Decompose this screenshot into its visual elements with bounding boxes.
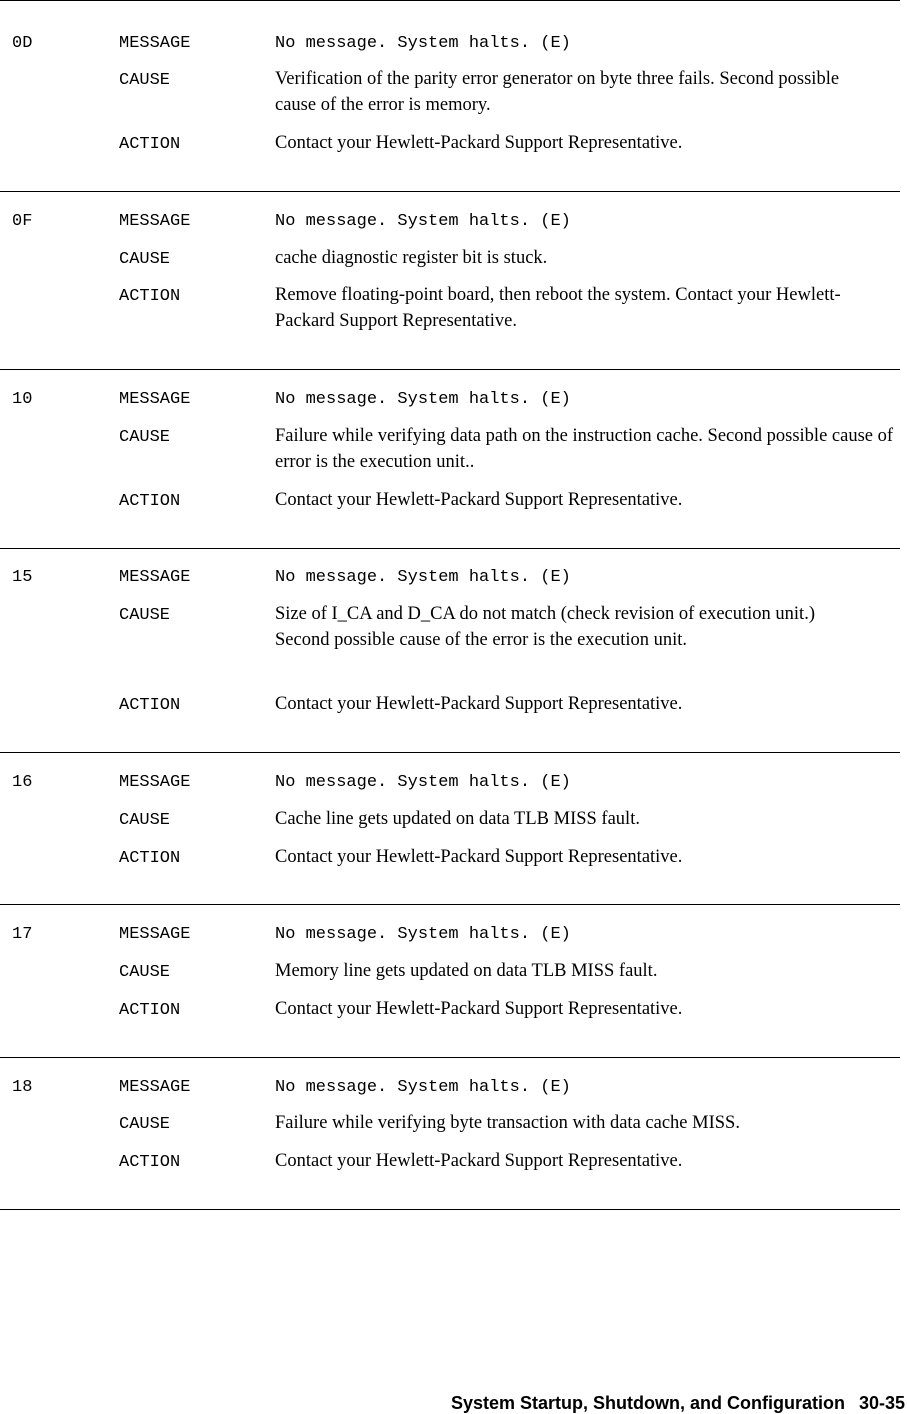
action-text: Contact your Hewlett-Packard Support Representative. [275,1151,683,1171]
error-code: 0D [12,34,33,53]
action-label: ACTION [119,135,181,154]
action-text: Contact your Hewlett-Packard Support Representative. [275,133,683,153]
cause-label: CAUSE [119,250,171,269]
divider-rule [0,752,900,753]
divider-rule [0,0,900,1]
cause-label: CAUSE [119,811,171,830]
message-text: No message. System halts. (E) [275,773,571,792]
cause-label: CAUSE [119,428,171,447]
error-code: 18 [12,1078,33,1097]
message-label: MESSAGE [119,212,191,231]
cause-text: Cache line gets updated on data TLB MISS fault. [275,809,640,829]
message-text: No message. System halts. (E) [275,212,571,231]
message-text: No message. System halts. (E) [275,34,571,53]
message-label: MESSAGE [119,1078,191,1097]
action-label: ACTION [119,1001,181,1020]
cause-text: Memory line gets updated on data TLB MISS fault. [275,961,658,981]
cause-label: CAUSE [119,963,171,982]
message-label: MESSAGE [119,390,191,409]
message-label: MESSAGE [119,34,191,53]
page-number: 30-35 [858,1393,905,1413]
action-text: Contact your Hewlett-Packard Support Representative. [275,694,683,714]
message-label: MESSAGE [119,568,191,587]
error-code: 15 [12,568,33,587]
action-text: Contact your Hewlett-Packard Support Representative. [275,847,683,867]
footer-section-title: System Startup, Shutdown, and Configuration [450,1393,845,1413]
divider-rule [0,548,900,549]
message-text: No message. System halts. (E) [275,1078,571,1097]
message-text: No message. System halts. (E) [275,390,571,409]
action-label: ACTION [119,849,181,868]
divider-rule [0,1057,900,1058]
page-footer [441,1370,905,1414]
error-code: 0F [12,212,33,231]
action-label: ACTION [119,287,181,306]
cause-text: Failure while verifying byte transaction with data cache MISS. [275,1113,740,1133]
divider-rule [0,191,900,192]
divider-rule [0,1209,900,1210]
cause-label: CAUSE [119,1115,171,1134]
error-code: 17 [12,925,33,944]
action-text: Remove floating-point board, then reboot the system. Contact your Hewlett-Packard Support Representative. [275,285,841,331]
cause-text: Verification of the parity error generator on byte three fails. Second possible cause of the error is memory. [275,69,840,115]
action-label: ACTION [119,1153,181,1172]
message-label: MESSAGE [119,773,191,792]
divider-rule [0,369,900,370]
cause-label: CAUSE [119,71,171,90]
error-code: 16 [12,773,33,792]
action-label: ACTION [119,492,181,511]
error-code: 10 [12,390,33,409]
message-text: No message. System halts. (E) [275,568,571,587]
cause-text: cache diagnostic register bit is stuck. [275,248,548,268]
cause-text: Size of I_CA and D_CA do not match (check revision of execution unit.) Second possible cause of the error is the execution unit. [275,604,815,650]
action-text: Contact your Hewlett-Packard Support Representative. [275,999,683,1019]
action-label: ACTION [119,696,181,715]
cause-text: Failure while verifying data path on the instruction cache. Second possible cause of error is the execution unit.. [275,426,894,472]
divider-rule [0,904,900,905]
cause-label: CAUSE [119,606,171,625]
message-text: No message. System halts. (E) [275,925,571,944]
message-label: MESSAGE [119,925,191,944]
action-text: Contact your Hewlett-Packard Support Representative. [275,490,683,510]
